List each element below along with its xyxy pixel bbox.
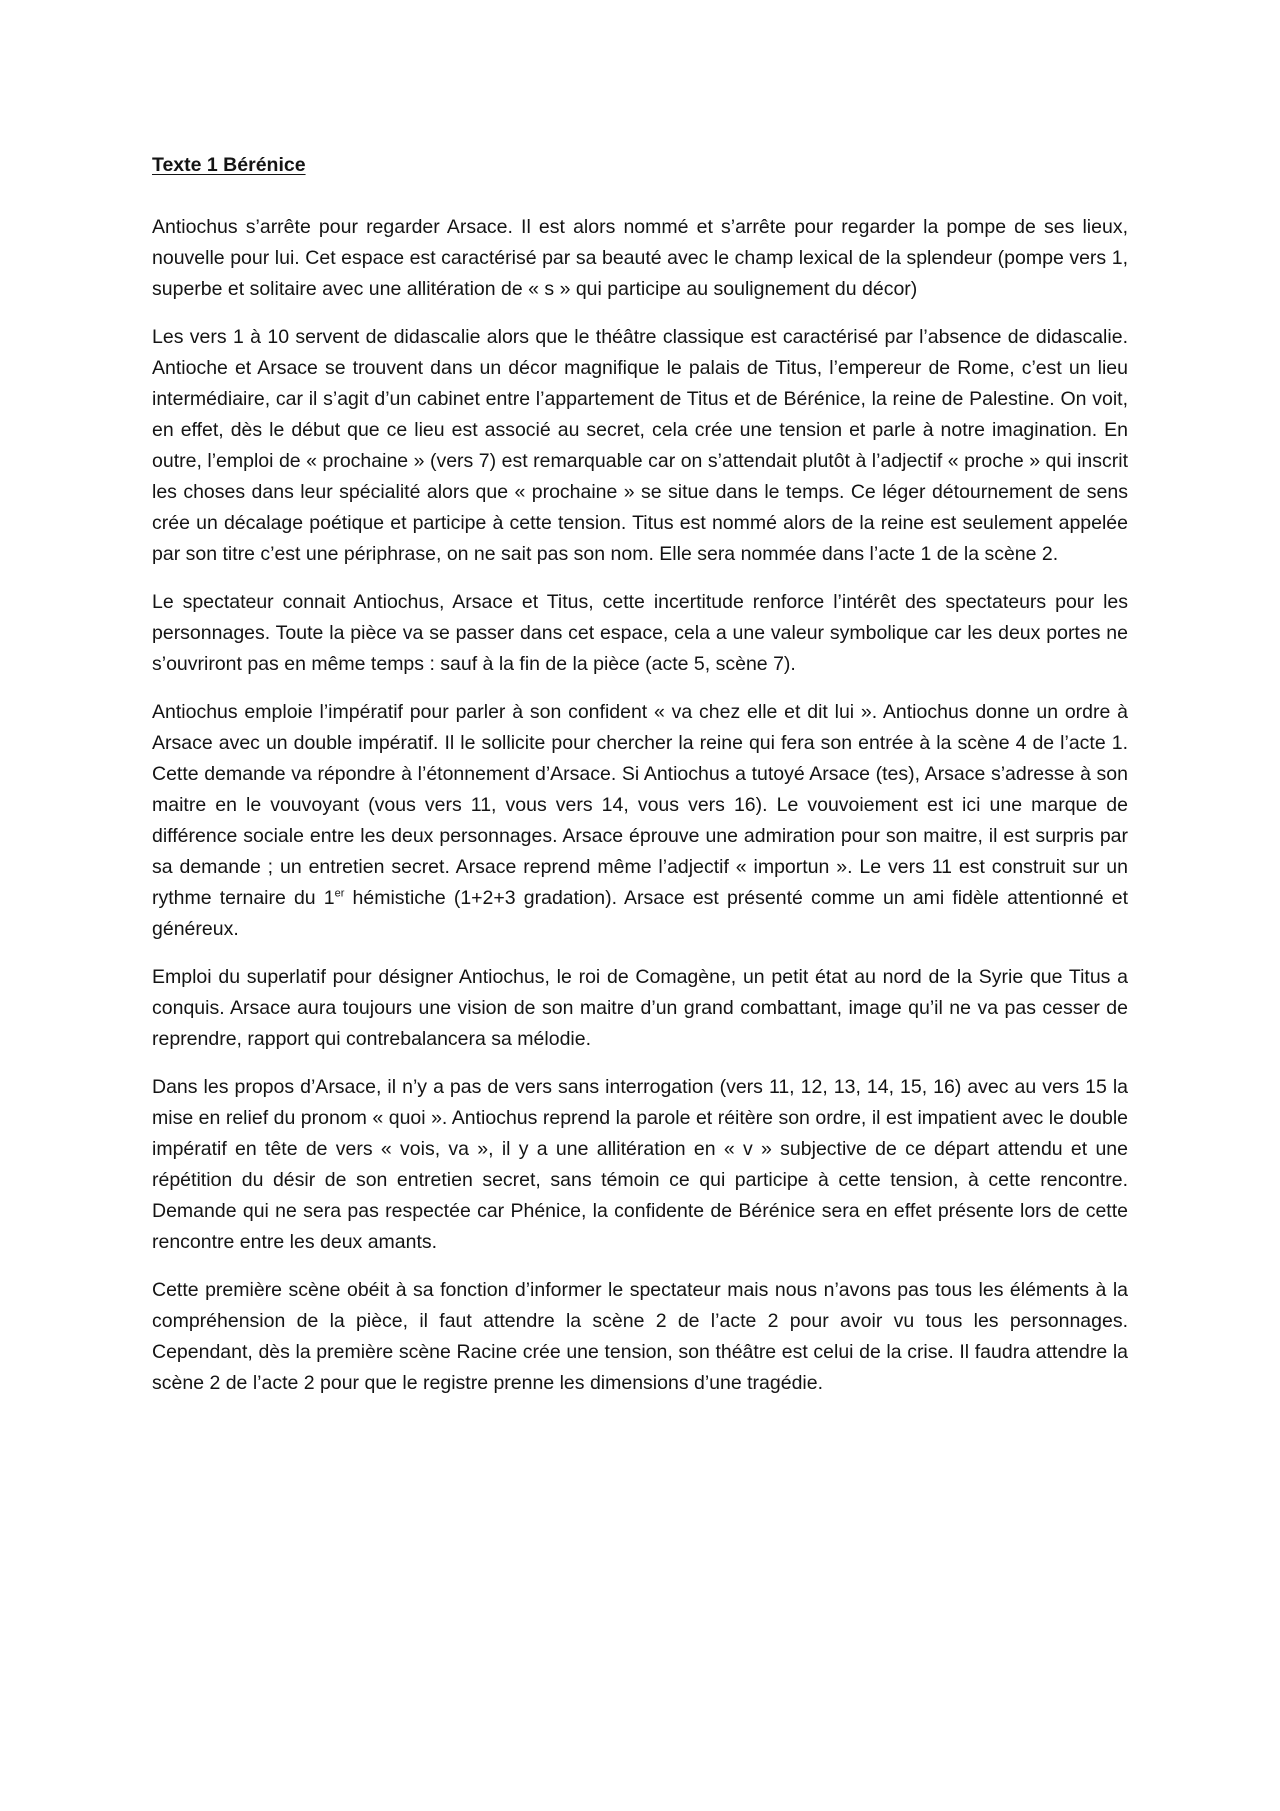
- document-page: [152, 150, 1128, 1416]
- paragraph-2: Les vers 1 à 10 servent de didascalie alors que le théâtre classique est caractérisé par l’absence de didascalie. Antioche et Arsace se trouvent dans un décor magnifique le palais de Titus, l’empereur de Rome, c’est un lieu intermédiaire, car il s’agit d’un cabinet entre l’appartement de Titus et de Bérénice, la reine de Palestine. On voit, en effet, dès le début que ce lieu est associé au secret, cela crée une tension et parle à notre imagination. En outre, l’emploi de « prochaine » (vers 7) est remarquable car on s’attendait plutôt à l’adjectif « proche » qui inscrit les choses dans leur spécialité alors que « prochaine » se situe dans le temps. Ce léger détournement de sens crée un décalage poétique et participe à cette tension. Titus est nommé alors de la reine est seulement appelée par son titre c’est une périphrase, on ne sait pas son nom. Elle sera nommée dans l’acte 1 de la scène 2.: [152, 326, 1128, 565]
- ordinal-superscript: er: [334, 887, 345, 900]
- paragraph-3: Le spectateur connait Antiochus, Arsace et Titus, cette incertitude renforce l’intérêt des spectateurs pour les personnages. Toute la pièce va se passer dans cet espace, cela a une valeur symbolique car les deux portes ne s’ouvriront pas en même temps : sauf à la fin de la pièce (acte 5, scène 7).: [152, 591, 1128, 675]
- paragraph-5: Emploi du superlatif pour désigner Antiochus, le roi de Comagène, un petit état au nord de la Syrie que Titus a conquis. Arsace aura toujours une vision de son maitre d’un grand combattant, image qu’il ne va pas cesser de reprendre, rapport qui contrebalancera sa mélodie.: [152, 966, 1128, 1050]
- paragraph-1: Antiochus s’arrête pour regarder Arsace. Il est alors nommé et s’arrête pour regarder la pompe de ses lieux, nouvelle pour lui. Cet espace est caractérisé par sa beauté avec le champ lexical de la splendeur (pompe vers 1, superbe et solitaire avec une allitération de « s » qui participe au soulignement du décor): [152, 216, 1128, 300]
- document-title: Texte 1 Bérénice: [152, 154, 306, 176]
- paragraph-4: [152, 697, 1128, 945]
- paragraph-4-text: Antiochus emploie l’impératif pour parler à son confident « va chez elle et dit lui ». Antiochus donne un ordre à Arsace avec un double impératif. Il le sollicite pour chercher la reine qui fera son entrée à la scène 4 de l’acte 1. Cette demande va répondre à l’étonnement d’Arsace. Si Antiochus a tutoyé Arsace (tes), Arsace s’adresse à son maitre en le vouvoyant (vous vers 11, vous vers 14, vous vers 16). Le vouvoiement est ici une marque de différence sociale entre les deux personnages. Arsace éprouve une admiration pour son maitre, il est surpris par sa demande ; un entretien secret. Arsace reprend même l’adjectif « importun ». Le vers 11 est construit sur un rythme ternaire du 1: [152, 701, 1128, 909]
- paragraph-6: Dans les propos d’Arsace, il n’y a pas de vers sans interrogation (vers 11, 12, 13, 14, 15, 16) avec au vers 15 la mise en relief du pronom « quoi ». Antiochus reprend la parole et réitère son ordre, il est impatient avec le double impératif en tête de vers « vois, va », il y a une allitération en « v » subjective de ce départ attendu et une répétition du désir de son entretien secret, sans témoin ce qui participe à cette tension, à cette rencontre. Demande qui ne sera pas respectée car Phénice, la confidente de Bérénice sera en effet présente lors de cette rencontre entre les deux amants.: [152, 1076, 1128, 1253]
- paragraph-4-continuation: hémistiche (1+2+3 gradation). Arsace est présenté comme un ami fidèle attentionné et généreux.: [152, 887, 1128, 940]
- paragraph-7: Cette première scène obéit à sa fonction d’informer le spectateur mais nous n’avons pas tous les éléments à la compréhension de la pièce, il faut attendre la scène 2 de l’acte 2 pour avoir vu tous les personnages. Cependant, dès la première scène Racine crée une tension, son théâtre est celui de la crise. Il faudra attendre la scène 2 de l’acte 2 pour que le registre prenne les dimensions d’une tragédie.: [152, 1279, 1128, 1394]
